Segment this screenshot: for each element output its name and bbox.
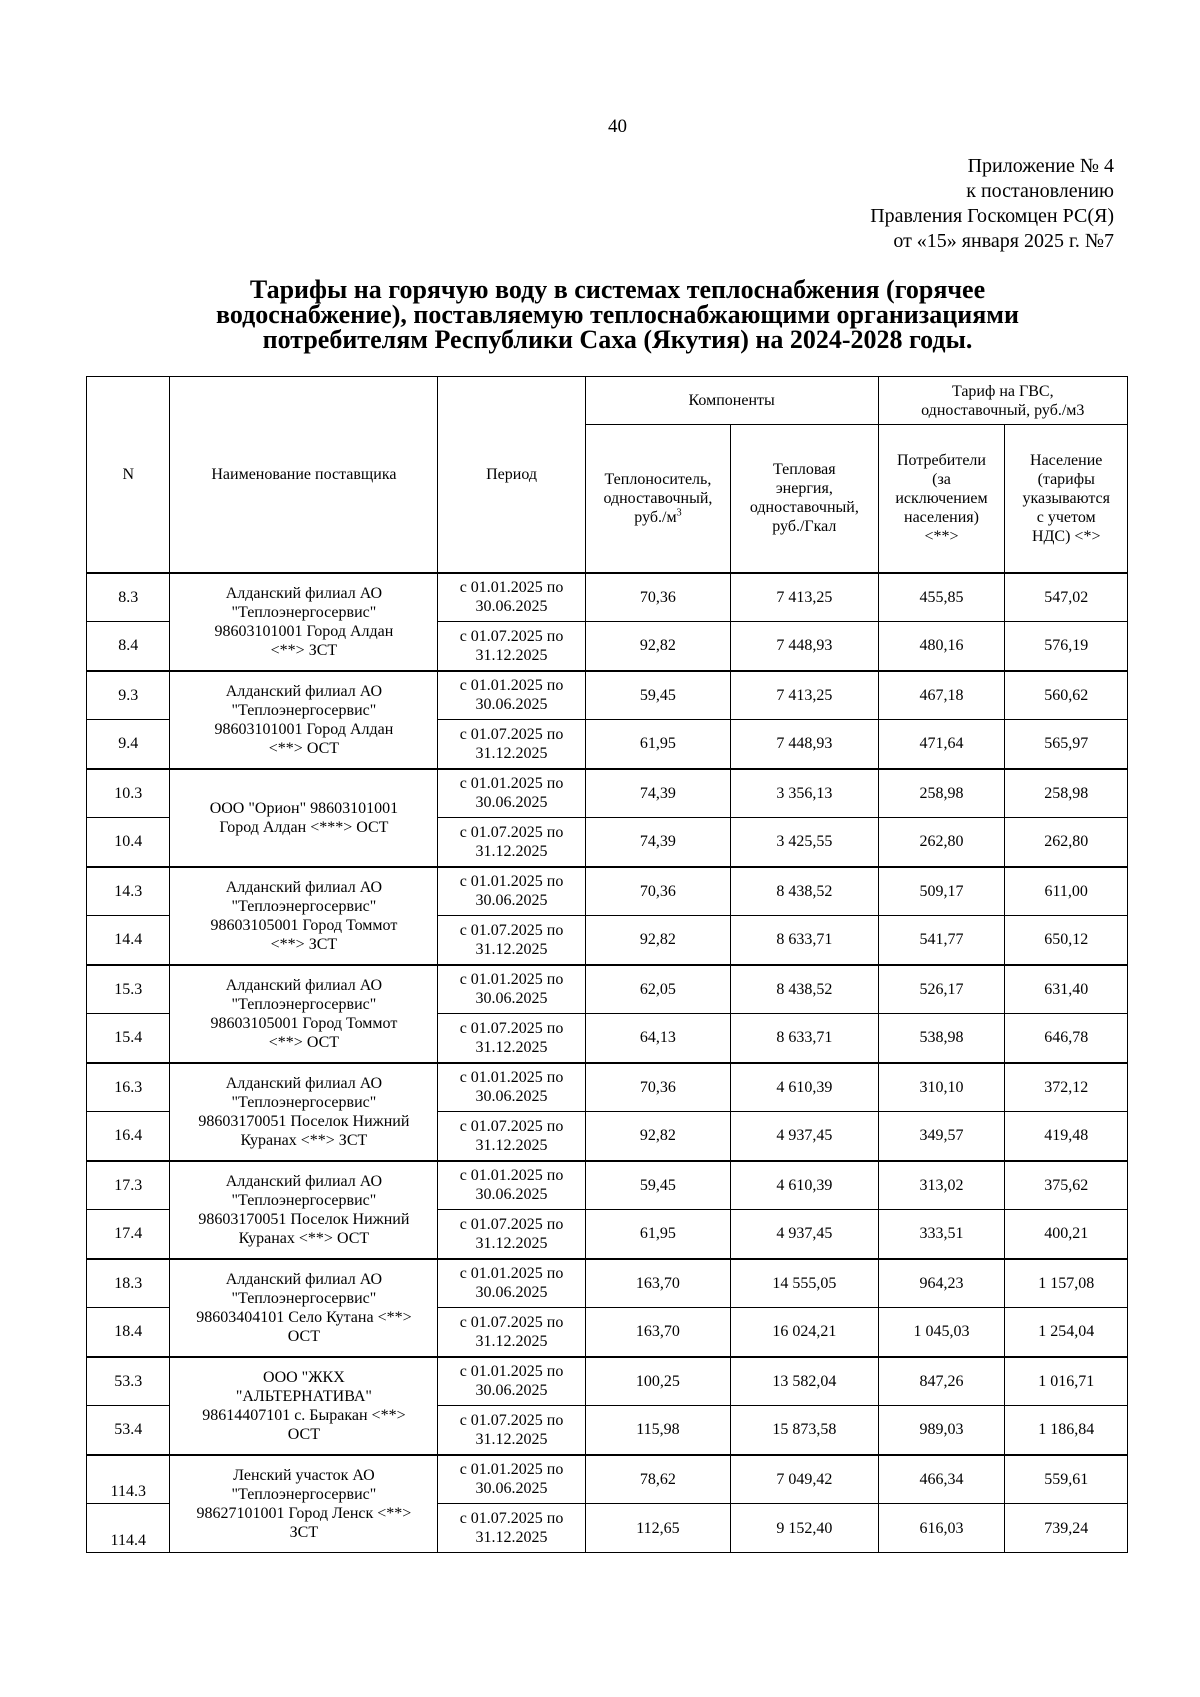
period: [438, 1357, 585, 1406]
consumers-tariff: 313,02: [878, 1161, 1005, 1210]
coolant-tariff: 70,36: [585, 573, 730, 622]
consumers-tariff: 541,77: [878, 916, 1005, 965]
annex-reference: [870, 154, 1114, 254]
header-text-line: (тарифы: [1037, 470, 1095, 488]
period: [438, 573, 585, 622]
coolant-tariff: 78,62: [585, 1455, 730, 1504]
consumers-tariff: 262,80: [878, 818, 1005, 867]
supplier-name-line: Алданский филиал АО: [225, 878, 383, 896]
supplier-name-line: 98603101001 Город Алдан: [214, 720, 394, 738]
row-number: 53.3: [87, 1357, 170, 1406]
title-line: Тарифы на горячую воду в системах теплоснабжения (горячее: [249, 275, 986, 304]
coolant-tariff: 92,82: [585, 916, 730, 965]
header-consumers: [878, 425, 1005, 573]
consumers-tariff: 526,17: [878, 965, 1005, 1014]
thermal-energy-tariff: 4 610,39: [731, 1161, 878, 1210]
period-line: 30.06.2025: [475, 1382, 548, 1400]
header-text-line: одноставочный, руб./м3: [921, 401, 1085, 419]
annex-line: Приложение № 4: [967, 155, 1114, 177]
page-number: 40: [608, 116, 627, 137]
period-line: с 01.07.2025 по: [459, 1117, 564, 1135]
row-number: 9.3: [87, 671, 170, 720]
period: [438, 671, 585, 720]
period: [438, 1112, 585, 1161]
period-line: 30.06.2025: [475, 1480, 548, 1498]
period-line: с 01.07.2025 по: [459, 1411, 564, 1429]
population-tariff: 547,02: [1005, 573, 1128, 622]
thermal-energy-tariff: 7 448,93: [731, 720, 878, 769]
header-coolant: [585, 425, 730, 573]
period-line: 30.06.2025: [475, 1088, 548, 1106]
row-number: 8.3: [87, 573, 170, 622]
coolant-tariff: 61,95: [585, 1210, 730, 1259]
row-number: 53.4: [87, 1406, 170, 1455]
population-tariff: 1 186,84: [1005, 1406, 1128, 1455]
period-line: с 01.01.2025 по: [459, 971, 564, 989]
supplier-name: [170, 1161, 438, 1259]
header-n: N: [87, 377, 170, 573]
period-line: 30.06.2025: [475, 598, 548, 616]
period: [438, 1308, 585, 1357]
thermal-energy-tariff: 4 610,39: [731, 1063, 878, 1112]
population-tariff: 631,40: [1005, 965, 1128, 1014]
coolant-tariff: 100,25: [585, 1357, 730, 1406]
supplier-name: [170, 573, 438, 671]
consumers-tariff: 455,85: [878, 573, 1005, 622]
population-tariff: 372,12: [1005, 1063, 1128, 1112]
thermal-energy-tariff: 8 438,52: [731, 867, 878, 916]
period: [438, 622, 585, 671]
thermal-energy-tariff: 14 555,05: [731, 1259, 878, 1308]
supplier-name-line: "Теплоэнергосервис": [231, 1485, 377, 1503]
header-text-line: одноставочный,: [603, 489, 713, 507]
period-line: 31.12.2025: [475, 646, 548, 664]
table-row: [87, 1455, 1128, 1504]
period-line: с 01.01.2025 по: [459, 579, 564, 597]
population-tariff: 611,00: [1005, 867, 1128, 916]
thermal-energy-tariff: 8 438,52: [731, 965, 878, 1014]
header-tariff-gvs: [878, 377, 1127, 425]
supplier-name-line: 98603105001 Город Томмот: [210, 1014, 398, 1032]
row-number: 16.4: [87, 1112, 170, 1161]
coolant-tariff: 74,39: [585, 818, 730, 867]
row-number: 15.4: [87, 1014, 170, 1063]
period: [438, 1504, 585, 1553]
header-text-line: Тариф на ГВС,: [951, 382, 1054, 400]
row-number: 114.4: [87, 1504, 170, 1553]
period-line: с 01.01.2025 по: [459, 873, 564, 891]
period-line: 31.12.2025: [475, 744, 548, 762]
coolant-tariff: 64,13: [585, 1014, 730, 1063]
table-row: [87, 1357, 1128, 1406]
annex-line: к постановлению: [966, 180, 1114, 202]
population-tariff: 560,62: [1005, 671, 1128, 720]
title-line: водоснабжение), поставляемую теплоснабжающими организациями: [216, 300, 1019, 329]
period-line: 30.06.2025: [475, 696, 548, 714]
consumers-tariff: 349,57: [878, 1112, 1005, 1161]
header-text-line: руб./м: [634, 508, 677, 526]
header-text-line: указываются: [1022, 489, 1110, 507]
supplier-name: [170, 965, 438, 1063]
supplier-name: [170, 1259, 438, 1357]
consumers-tariff: 616,03: [878, 1504, 1005, 1553]
supplier-name: [170, 1357, 438, 1455]
header-supplier: Наименование поставщика: [170, 377, 438, 573]
supplier-name-line: "Теплоэнергосервис": [231, 1093, 377, 1111]
row-number: 9.4: [87, 720, 170, 769]
coolant-tariff: 112,65: [585, 1504, 730, 1553]
supplier-name-line: Куранах <**> ЗСТ: [240, 1131, 368, 1149]
period-line: с 01.07.2025 по: [459, 1510, 564, 1527]
thermal-energy-tariff: 7 413,25: [731, 573, 878, 622]
supplier-name-line: Алданский филиал АО: [225, 682, 383, 700]
population-tariff: 1 016,71: [1005, 1357, 1128, 1406]
row-number: 14.4: [87, 916, 170, 965]
title-line: потребителям Республики Саха (Якутия) на 2024-2028 годы.: [262, 325, 973, 354]
population-tariff: 646,78: [1005, 1014, 1128, 1063]
period-line: 30.06.2025: [475, 794, 548, 812]
header-text-line: Теплоноситель,: [604, 470, 712, 488]
period: [438, 867, 585, 916]
thermal-energy-tariff: 7 049,42: [731, 1455, 878, 1504]
header-text-line: одноставочный,: [749, 499, 859, 517]
period-line: с 01.07.2025 по: [459, 1313, 564, 1331]
header-text-line: энергия,: [775, 480, 833, 498]
consumers-tariff: 847,26: [878, 1357, 1005, 1406]
coolant-tariff: 74,39: [585, 769, 730, 818]
consumers-tariff: 964,23: [878, 1259, 1005, 1308]
thermal-energy-tariff: 4 937,45: [731, 1210, 878, 1259]
supplier-name-line: 98614407101 с. Быракан <**>: [202, 1406, 406, 1424]
supplier-name-line: 98603105001 Город Томмот: [210, 916, 398, 934]
period-line: с 01.01.2025 по: [459, 1363, 564, 1381]
row-number: 8.4: [87, 622, 170, 671]
period: [438, 1063, 585, 1112]
consumers-tariff: 258,98: [878, 769, 1005, 818]
consumers-tariff: 310,10: [878, 1063, 1005, 1112]
period: [438, 1161, 585, 1210]
supplier-name-line: <**> ЗСТ: [270, 641, 338, 659]
table-row: [87, 965, 1128, 1014]
population-tariff: 559,61: [1005, 1455, 1128, 1504]
row-number: 17.3: [87, 1161, 170, 1210]
consumers-tariff: 333,51: [878, 1210, 1005, 1259]
header-text-line: населения): [904, 508, 979, 526]
consumers-tariff: 480,16: [878, 622, 1005, 671]
row-number: 17.4: [87, 1210, 170, 1259]
row-number: 114.3: [87, 1455, 170, 1504]
row-number: 18.4: [87, 1308, 170, 1357]
period-line: 31.12.2025: [475, 1529, 548, 1546]
consumers-tariff: 466,34: [878, 1455, 1005, 1504]
supplier-name-line: "Теплоэнергосервис": [231, 701, 377, 719]
period-line: с 01.01.2025 по: [459, 677, 564, 695]
consumers-tariff: 989,03: [878, 1406, 1005, 1455]
document-title: [120, 277, 1115, 352]
supplier-name: [170, 769, 438, 867]
consumers-tariff: 1 045,03: [878, 1308, 1005, 1357]
supplier-name-line: Ленский участок АО: [233, 1466, 375, 1484]
header-text-line: с учетом: [1036, 508, 1096, 526]
period-line: с 01.07.2025 по: [459, 823, 564, 841]
period-line: с 01.07.2025 по: [459, 627, 564, 645]
header-text-line: Потребители: [897, 451, 986, 469]
header-text-line: руб./Гкал: [772, 518, 837, 536]
coolant-tariff: 59,45: [585, 1161, 730, 1210]
coolant-tariff: 163,70: [585, 1259, 730, 1308]
coolant-tariff: 92,82: [585, 1112, 730, 1161]
table-row: [87, 1259, 1128, 1308]
header-population: [1005, 425, 1128, 573]
supplier-name: [170, 867, 438, 965]
table-row: [87, 769, 1128, 818]
consumers-tariff: 509,17: [878, 867, 1005, 916]
annex-line: от «15» января 2025 г. №7: [893, 230, 1114, 252]
period: [438, 1014, 585, 1063]
period-line: 30.06.2025: [475, 1186, 548, 1204]
thermal-energy-tariff: 8 633,71: [731, 916, 878, 965]
supplier-name: [170, 671, 438, 769]
period-line: 31.12.2025: [475, 1136, 548, 1154]
supplier-name-line: 98603101001 Город Алдан: [214, 622, 394, 640]
table-row: [87, 671, 1128, 720]
period-line: с 01.07.2025 по: [459, 921, 564, 939]
period-line: 31.12.2025: [475, 842, 548, 860]
period: [438, 965, 585, 1014]
coolant-tariff: 115,98: [585, 1406, 730, 1455]
unit-superscript: 3: [676, 507, 682, 519]
supplier-name: [170, 1455, 438, 1553]
coolant-tariff: 61,95: [585, 720, 730, 769]
header-text-line: <**>: [924, 527, 959, 545]
population-tariff: 1 157,08: [1005, 1259, 1128, 1308]
supplier-name-line: ООО "ЖКХ: [263, 1368, 345, 1386]
consumers-tariff: 471,64: [878, 720, 1005, 769]
period-line: 31.12.2025: [475, 940, 548, 958]
header-text-line: исключением: [895, 489, 988, 507]
tariff-table-body: [87, 573, 1128, 1553]
period: [438, 1259, 585, 1308]
supplier-name-line: 98603404101 Село Кутана <**>: [196, 1308, 412, 1326]
supplier-name-line: Куранах <**> ОСТ: [238, 1229, 370, 1247]
period-line: с 01.01.2025 по: [459, 1265, 564, 1283]
coolant-tariff: 62,05: [585, 965, 730, 1014]
header-period: Период: [438, 377, 585, 573]
supplier-name-line: "Теплоэнергосервис": [231, 897, 377, 915]
population-tariff: 400,21: [1005, 1210, 1128, 1259]
thermal-energy-tariff: 4 937,45: [731, 1112, 878, 1161]
period-line: с 01.01.2025 по: [459, 775, 564, 793]
table-row: [87, 867, 1128, 916]
period: [438, 1406, 585, 1455]
supplier-name-line: Алданский филиал АО: [225, 1074, 383, 1092]
coolant-tariff: 70,36: [585, 867, 730, 916]
thermal-energy-tariff: 7 448,93: [731, 622, 878, 671]
header-thermal-energy: [731, 425, 878, 573]
population-tariff: 262,80: [1005, 818, 1128, 867]
supplier-name-line: "АЛЬТЕРНАТИВА": [235, 1387, 372, 1405]
supplier-name-line: ЗСТ: [289, 1523, 319, 1541]
period-line: с 01.07.2025 по: [459, 725, 564, 743]
population-tariff: 419,48: [1005, 1112, 1128, 1161]
population-tariff: 650,12: [1005, 916, 1128, 965]
consumers-tariff: 538,98: [878, 1014, 1005, 1063]
supplier-name-line: ООО "Орион" 98603101001: [209, 799, 399, 817]
population-tariff: 1 254,04: [1005, 1308, 1128, 1357]
table-row: [87, 573, 1128, 622]
period: [438, 1210, 585, 1259]
period-line: 31.12.2025: [475, 1234, 548, 1252]
supplier-name-line: Алданский филиал АО: [225, 1270, 383, 1288]
supplier-name-line: "Теплоэнергосервис": [231, 1191, 377, 1209]
header-text-line: Тепловая: [773, 461, 836, 479]
supplier-name-line: ОСТ: [287, 1425, 320, 1443]
thermal-energy-tariff: 8 633,71: [731, 1014, 878, 1063]
thermal-energy-tariff: 7 413,25: [731, 671, 878, 720]
period: [438, 769, 585, 818]
supplier-name: [170, 1063, 438, 1161]
period-line: с 01.01.2025 по: [459, 1167, 564, 1185]
population-tariff: 576,19: [1005, 622, 1128, 671]
supplier-name-line: Алданский филиал АО: [225, 976, 383, 994]
row-number: 15.3: [87, 965, 170, 1014]
supplier-name-line: 98603170051 Поселок Нижний: [198, 1112, 410, 1130]
supplier-name-line: <**> ОСТ: [268, 1033, 340, 1051]
supplier-name-line: "Теплоэнергосервис": [231, 1289, 377, 1307]
header-text-line: Население: [1030, 451, 1103, 469]
header-text-line: НДС) <*>: [1031, 527, 1101, 545]
row-number: 10.4: [87, 818, 170, 867]
supplier-name-line: 98603170051 Поселок Нижний: [198, 1210, 410, 1228]
period-line: 30.06.2025: [475, 990, 548, 1008]
thermal-energy-tariff: 9 152,40: [731, 1504, 878, 1553]
period-line: с 01.01.2025 по: [459, 1461, 564, 1479]
coolant-tariff: 163,70: [585, 1308, 730, 1357]
header-text-line: (за: [932, 470, 951, 488]
period: [438, 720, 585, 769]
period-line: с 01.01.2025 по: [459, 1069, 564, 1087]
period: [438, 916, 585, 965]
coolant-tariff: 92,82: [585, 622, 730, 671]
period-line: 30.06.2025: [475, 1284, 548, 1302]
supplier-name-line: Алданский филиал АО: [225, 584, 383, 602]
period-line: с 01.07.2025 по: [459, 1215, 564, 1233]
row-number: 16.3: [87, 1063, 170, 1112]
supplier-name-line: ОСТ: [287, 1327, 320, 1345]
period-line: 30.06.2025: [475, 892, 548, 910]
period-line: 31.12.2025: [475, 1038, 548, 1056]
thermal-energy-tariff: 16 024,21: [731, 1308, 878, 1357]
thermal-energy-tariff: 3 356,13: [731, 769, 878, 818]
row-number: 14.3: [87, 867, 170, 916]
row-number: 10.3: [87, 769, 170, 818]
supplier-name-line: <**> ОСТ: [268, 739, 340, 757]
period-line: 31.12.2025: [475, 1332, 548, 1350]
thermal-energy-tariff: 13 582,04: [731, 1357, 878, 1406]
population-tariff: 375,62: [1005, 1161, 1128, 1210]
consumers-tariff: 467,18: [878, 671, 1005, 720]
thermal-energy-tariff: 3 425,55: [731, 818, 878, 867]
supplier-name-line: Алданский филиал АО: [225, 1172, 383, 1190]
population-tariff: 258,98: [1005, 769, 1128, 818]
period-line: 31.12.2025: [475, 1430, 548, 1448]
supplier-name-line: "Теплоэнергосервис": [231, 995, 377, 1013]
period: [438, 818, 585, 867]
tariff-table: [86, 376, 1128, 1553]
annex-line: Правления Госкомцен РС(Я): [870, 205, 1114, 227]
supplier-name-line: "Теплоэнергосервис": [231, 603, 377, 621]
coolant-tariff: 70,36: [585, 1063, 730, 1112]
population-tariff: 739,24: [1005, 1504, 1128, 1553]
population-tariff: 565,97: [1005, 720, 1128, 769]
thermal-energy-tariff: 15 873,58: [731, 1406, 878, 1455]
supplier-name-line: Город Алдан <***> ОСТ: [219, 818, 389, 836]
period: [438, 1455, 585, 1504]
header-components: Компоненты: [585, 377, 878, 425]
supplier-name-line: <**> ЗСТ: [270, 935, 338, 953]
table-row: [87, 1063, 1128, 1112]
period-line: с 01.07.2025 по: [459, 1019, 564, 1037]
coolant-tariff: 59,45: [585, 671, 730, 720]
table-row: [87, 1161, 1128, 1210]
row-number: 18.3: [87, 1259, 170, 1308]
supplier-name-line: 98627101001 Город Ленск <**>: [196, 1504, 412, 1522]
